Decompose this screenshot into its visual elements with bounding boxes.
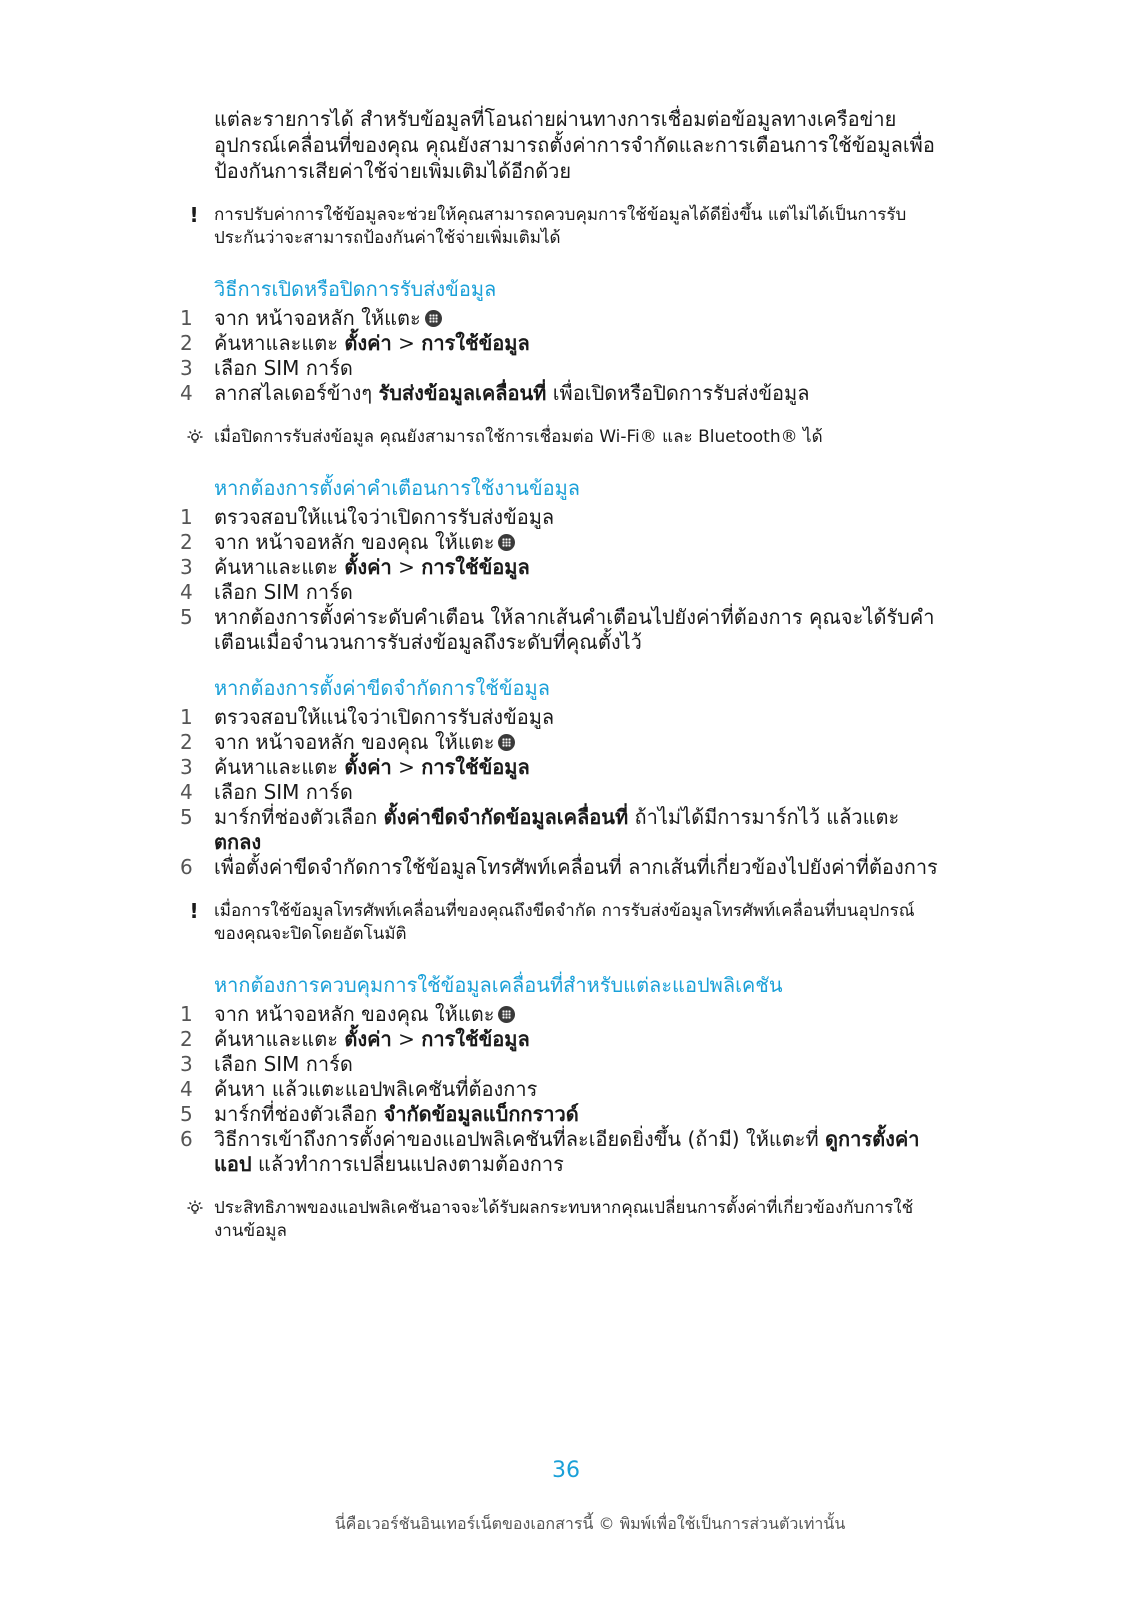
step-item: 2 จาก หน้าจอหลัก ของคุณ ให้แตะ xyxy=(214,730,944,755)
app-screen-icon xyxy=(498,1006,515,1023)
warning-note xyxy=(189,899,944,946)
page-content xyxy=(180,106,944,1269)
section-heading: หากต้องการตั้งค่าคำเตือนการใช้งานข้อมูล xyxy=(214,476,581,500)
step-item: 4 เลือก SIM การ์ด xyxy=(180,780,353,804)
tip-note-text: ประสิทธิภาพของแอปพลิเคชันอาจจะได้รับผลกระทบหากคุณเปลี่ยนการตั้งค่าที่เกี่ยวข้องกับการใช้งานข้อมูล xyxy=(214,1198,914,1241)
exclamation-icon: ! xyxy=(189,203,199,227)
steps-list xyxy=(180,1002,944,1177)
step-item: 1 จาก หน้าจอหลัก ให้แตะ xyxy=(214,306,944,331)
step-item: 5 มาร์กที่ช่องตัวเลือก ตั้งค่าขีดจำกัดข้อมูลเคลื่อนที่ ถ้าไม่ได้มีการมาร์กไว้ แล้วแตะ ตกลง xyxy=(180,805,900,854)
app-screen-icon xyxy=(498,534,515,551)
page-number: 36 xyxy=(552,1458,580,1483)
step-item: 4 เลือก SIM การ์ด xyxy=(180,580,353,604)
app-screen-icon xyxy=(425,310,442,327)
section-heading: หากต้องการตั้งค่าขีดจำกัดการใช้ข้อมูล xyxy=(214,676,550,700)
section-heading: วิธีการเปิดหรือปิดการรับส่งข้อมูล xyxy=(214,277,497,301)
section-heading: หากต้องการควบคุมการใช้ข้อมูลเคลื่อนที่สำหรับแต่ละแอปพลิเคชัน xyxy=(214,973,783,997)
warning-note xyxy=(189,203,944,250)
step-item: 3 ค้นหาและแตะ ตั้งค่า > การใช้ข้อมูล xyxy=(180,555,530,579)
lightbulb-icon xyxy=(184,1197,204,1218)
steps-list xyxy=(180,705,944,880)
step-item: 1 จาก หน้าจอหลัก ของคุณ ให้แตะ xyxy=(214,1002,944,1027)
exclamation-icon: ! xyxy=(189,899,199,923)
tip-note xyxy=(214,426,944,449)
step-item: 2 ค้นหาและแตะ ตั้งค่า > การใช้ข้อมูล xyxy=(180,1027,530,1051)
step-item: 3 เลือก SIM การ์ด xyxy=(180,356,353,380)
step-item: 1 ตรวจสอบให้แน่ใจว่าเปิดการรับส่งข้อมูล xyxy=(180,505,555,529)
tip-note xyxy=(214,1197,944,1243)
step-item: 3 เลือก SIM การ์ด xyxy=(180,1052,353,1076)
step-item: 5 มาร์กที่ช่องตัวเลือก จำกัดข้อมูลแบ็กกราวด์ xyxy=(180,1102,579,1126)
step-item: 6 เพื่อตั้งค่าขีดจำกัดการใช้ข้อมูลโทรศัพท์เคลื่อนที่ ลากเส้นที่เกี่ยวข้องไปยังค่าที่ต้องการ xyxy=(180,855,938,879)
warning-note-text: เมื่อการใช้ข้อมูลโทรศัพท์เคลื่อนที่ของคุณถึงขีดจำกัด การรับส่งข้อมูลโทรศัพท์เคลื่อนที่บนอุปกรณ์ของคุณจะปิดโดยอัตโนมัติ xyxy=(214,901,915,944)
step-item: 4 ลากสไลเดอร์ข้างๆ รับส่งข้อมูลเคลื่อนที่ เพื่อเปิดหรือปิดการรับส่งข้อมูล xyxy=(180,381,810,405)
lightbulb-icon xyxy=(184,426,204,447)
steps-list xyxy=(180,306,944,406)
step-item: 5 หากต้องการตั้งค่าระดับคำเตือน ให้ลากเส้นคำเตือนไปยังค่าที่ต้องการ คุณจะได้รับคำเตือนเมื่อจำนวนการรับส่งข้อมูลถึงระดับที่คุณตั้งไว้ xyxy=(180,605,935,654)
steps-list xyxy=(180,505,944,655)
step-item: 2 ค้นหาและแตะ ตั้งค่า > การใช้ข้อมูล xyxy=(180,331,530,355)
tip-note-text: เมื่อปิดการรับส่งข้อมูล คุณยังสามารถใช้การเชื่อมต่อ Wi-Fi® และ Bluetooth® ได้ xyxy=(214,427,823,447)
app-screen-icon xyxy=(498,734,515,751)
step-item: 4 ค้นหา แล้วแตะแอปพลิเคชันที่ต้องการ xyxy=(180,1077,538,1101)
step-item: 1 ตรวจสอบให้แน่ใจว่าเปิดการรับส่งข้อมูล xyxy=(180,705,555,729)
step-item: 6 วิธีการเข้าถึงการตั้งค่าของแอปพลิเคชันที่ละเอียดยิ่งขึ้น (ถ้ามี) ให้แตะที่ ดูการตั้งค่าแอป แล้วทำการเปลี่ยนแปลงตามต้องการ xyxy=(180,1127,920,1176)
step-item: 3 ค้นหาและแตะ ตั้งค่า > การใช้ข้อมูล xyxy=(180,755,530,779)
warning-note-text: การปรับค่าการใช้ข้อมูลจะช่วยให้คุณสามารถควบคุมการใช้ข้อมูลได้ดียิ่งขึ้น แต่ไม่ได้เป็นการรับประกันว่าจะสามารถป้องกันค่าใช้จ่ายเพิ่มเติมได้ xyxy=(214,205,907,248)
step-item: 2 จาก หน้าจอหลัก ของคุณ ให้แตะ xyxy=(214,530,944,555)
intro-paragraph: แต่ละรายการได้ สำหรับข้อมูลที่โอนถ่ายผ่านทางการเชื่อมต่อข้อมูลทางเครือข่ายอุปกรณ์เคลื่อนที่ของคุณ คุณยังสามารถตั้งค่าการจำกัดและการเตือนการใช้ข้อมูลเพื่อป้องกันการเสียค่าใช้จ่ายเพิ่มเติมได้อีกด้วย xyxy=(214,107,935,183)
footer-note: นี่คือเวอร์ชันอินเทอร์เน็ตของเอกสารนี้ © พิมพ์เพื่อใช้เป็นการส่วนตัวเท่านั้น xyxy=(334,1514,846,1533)
